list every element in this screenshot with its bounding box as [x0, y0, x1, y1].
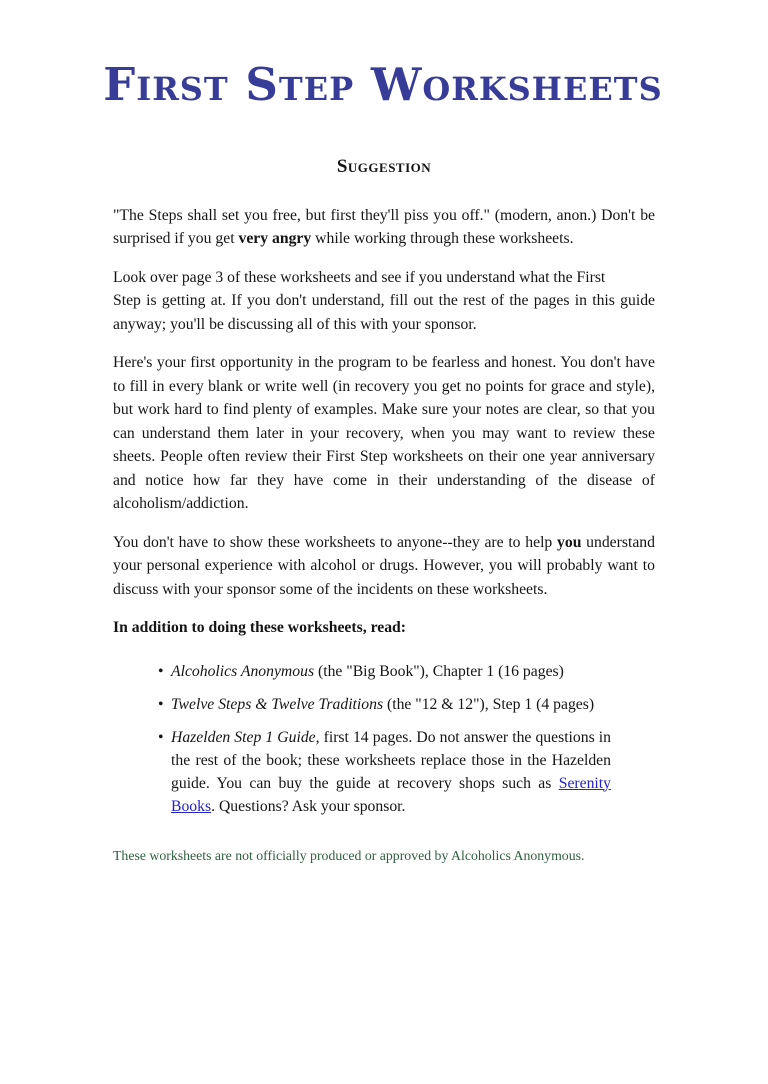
document-body	[113, 204, 655, 865]
list-item-hazelden-guide	[158, 726, 611, 818]
paragraph-dont-have-to-show	[113, 531, 655, 602]
document-page	[0, 60, 768, 1084]
page-title: First Step Worksheets	[103, 58, 663, 111]
paragraph-look-over	[113, 266, 655, 337]
section-heading-suggestion: Suggestion	[336, 155, 432, 177]
bold-text-you: you	[557, 533, 582, 551]
paragraph-text: Here's your first opportunity in the program to be fearless and honest. You don't have to fill in every blank or write well (in recovery you get no points for grace and style), but work hard to find plenty of examples. Make sure your notes are clear, so that you can understand them later in your recovery, when you may want to review these sheets. People often review their First Step worksheets on their one year anniversary and notice how far they have come in their understanding of the disease of alcoholism/addiction.	[113, 354, 655, 512]
paragraph-line: Look over page 3 of these worksheets and see if you understand what the First	[113, 268, 606, 286]
bullet-text	[171, 660, 611, 683]
bullet-text	[171, 693, 611, 716]
paragraph-text: "The Steps shall set you free, but first they'll piss you off." (modern, anon.) Don't be surprised if you get	[113, 206, 655, 247]
paragraph-text: Step is getting at. If you don't understand, fill out the rest of the pages in this guide anyway; you'll be discussing all of this with your sponsor.	[113, 292, 655, 333]
book-title-italic: Hazelden Step 1 Guide	[171, 728, 316, 746]
bullet-icon: •	[158, 662, 164, 680]
footer-disclaimer: These worksheets are not officially produced or approved by Alcoholics Anonymous.	[113, 847, 585, 863]
paragraph-text: You don't have to show these worksheets to anyone--they are to help	[113, 533, 557, 551]
bullet-detail: (the "Big Book"), Chapter 1 (16 pages)	[314, 662, 564, 680]
bullet-list	[158, 660, 611, 818]
paragraph-text: understand your personal experience with alcohol or drugs. However, you will probably want to discuss with your sponsor some of the incidents on these worksheets.	[113, 533, 655, 598]
bullet-text	[171, 726, 611, 818]
list-item-big-book	[158, 660, 611, 683]
book-title-italic: Twelve Steps & Twelve Traditions	[171, 695, 384, 713]
paragraph-quote	[113, 204, 655, 251]
bullet-icon: •	[158, 728, 164, 746]
bullet-detail: . Questions? Ask your sponsor.	[211, 797, 406, 815]
paragraph-text: while working through these worksheets.	[311, 230, 574, 247]
bullet-icon: •	[158, 695, 164, 713]
read-heading: In addition to doing these worksheets, read:	[113, 619, 407, 636]
bold-text-very-angry: very angry	[238, 230, 312, 247]
bullet-detail: , first 14 pages. Do not answer the questions in the rest of the book; these worksheets replace those in the Hazelden guide. You can buy the guide at recovery shops such as	[171, 728, 611, 792]
bullet-detail: (the "12 & 12"), Step 1 (4 pages)	[383, 695, 595, 713]
list-item-twelve-and-twelve	[158, 693, 611, 716]
paragraph-first-opportunity	[113, 351, 655, 516]
serenity-books-link[interactable]: Serenity Books	[171, 774, 611, 815]
book-title-italic: Alcoholics Anonymous	[171, 662, 315, 680]
